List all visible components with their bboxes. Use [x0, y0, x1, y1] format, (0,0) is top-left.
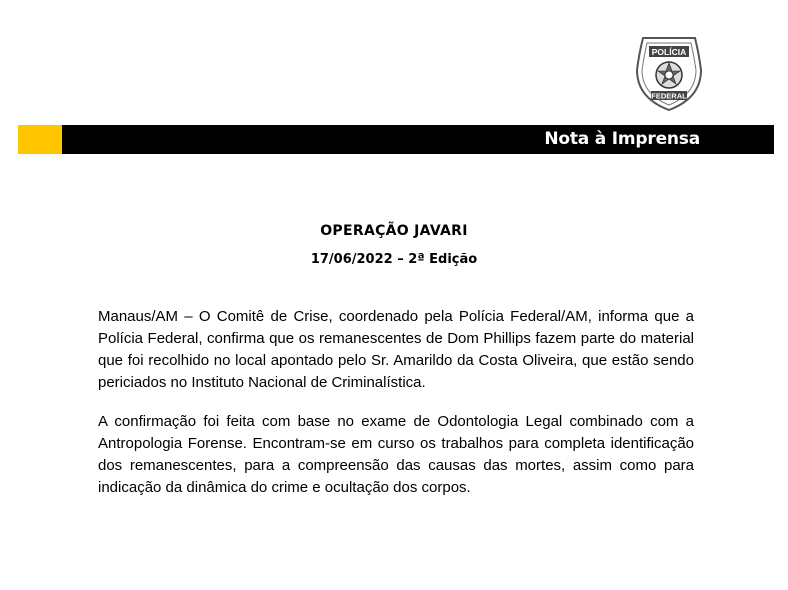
band-title: Nota à Imprensa: [544, 129, 700, 149]
accent-block: [18, 125, 62, 154]
document-date-edition: 17/06/2022 – 2ª Edição: [310, 252, 478, 267]
policia-federal-badge-icon: [633, 34, 705, 112]
badge-bottom-text: FEDERAL: [651, 91, 687, 101]
paragraph: Manaus/AM – O Comitê de Crise, coordenado pela Polícia Federal/AM, informa que a Polícia Federal, confirma que os remanescentes de Dom Phillips fazem parte do material que foi recolhido no local apontado pelo Sr. Amarildo da Costa Oliveira, que estão sendo periciados no Instituto Nacional de Criminalística.: [98, 308, 694, 391]
header-band: [18, 125, 774, 154]
badge-top-text: POLÍCIA: [651, 47, 687, 57]
document-title: OPERAÇÃO JAVARI: [320, 223, 468, 239]
paragraph: A confirmação foi feita com base no exame de Odontologia Legal combinado com a Antropologia Forense. Encontram-se em curso os trabalhos para completa identificação dos remanescentes, para a compreensão das causas das mortes, assim como para indicação da dinâmica do crime e ocultação dos corpos.: [98, 413, 694, 496]
